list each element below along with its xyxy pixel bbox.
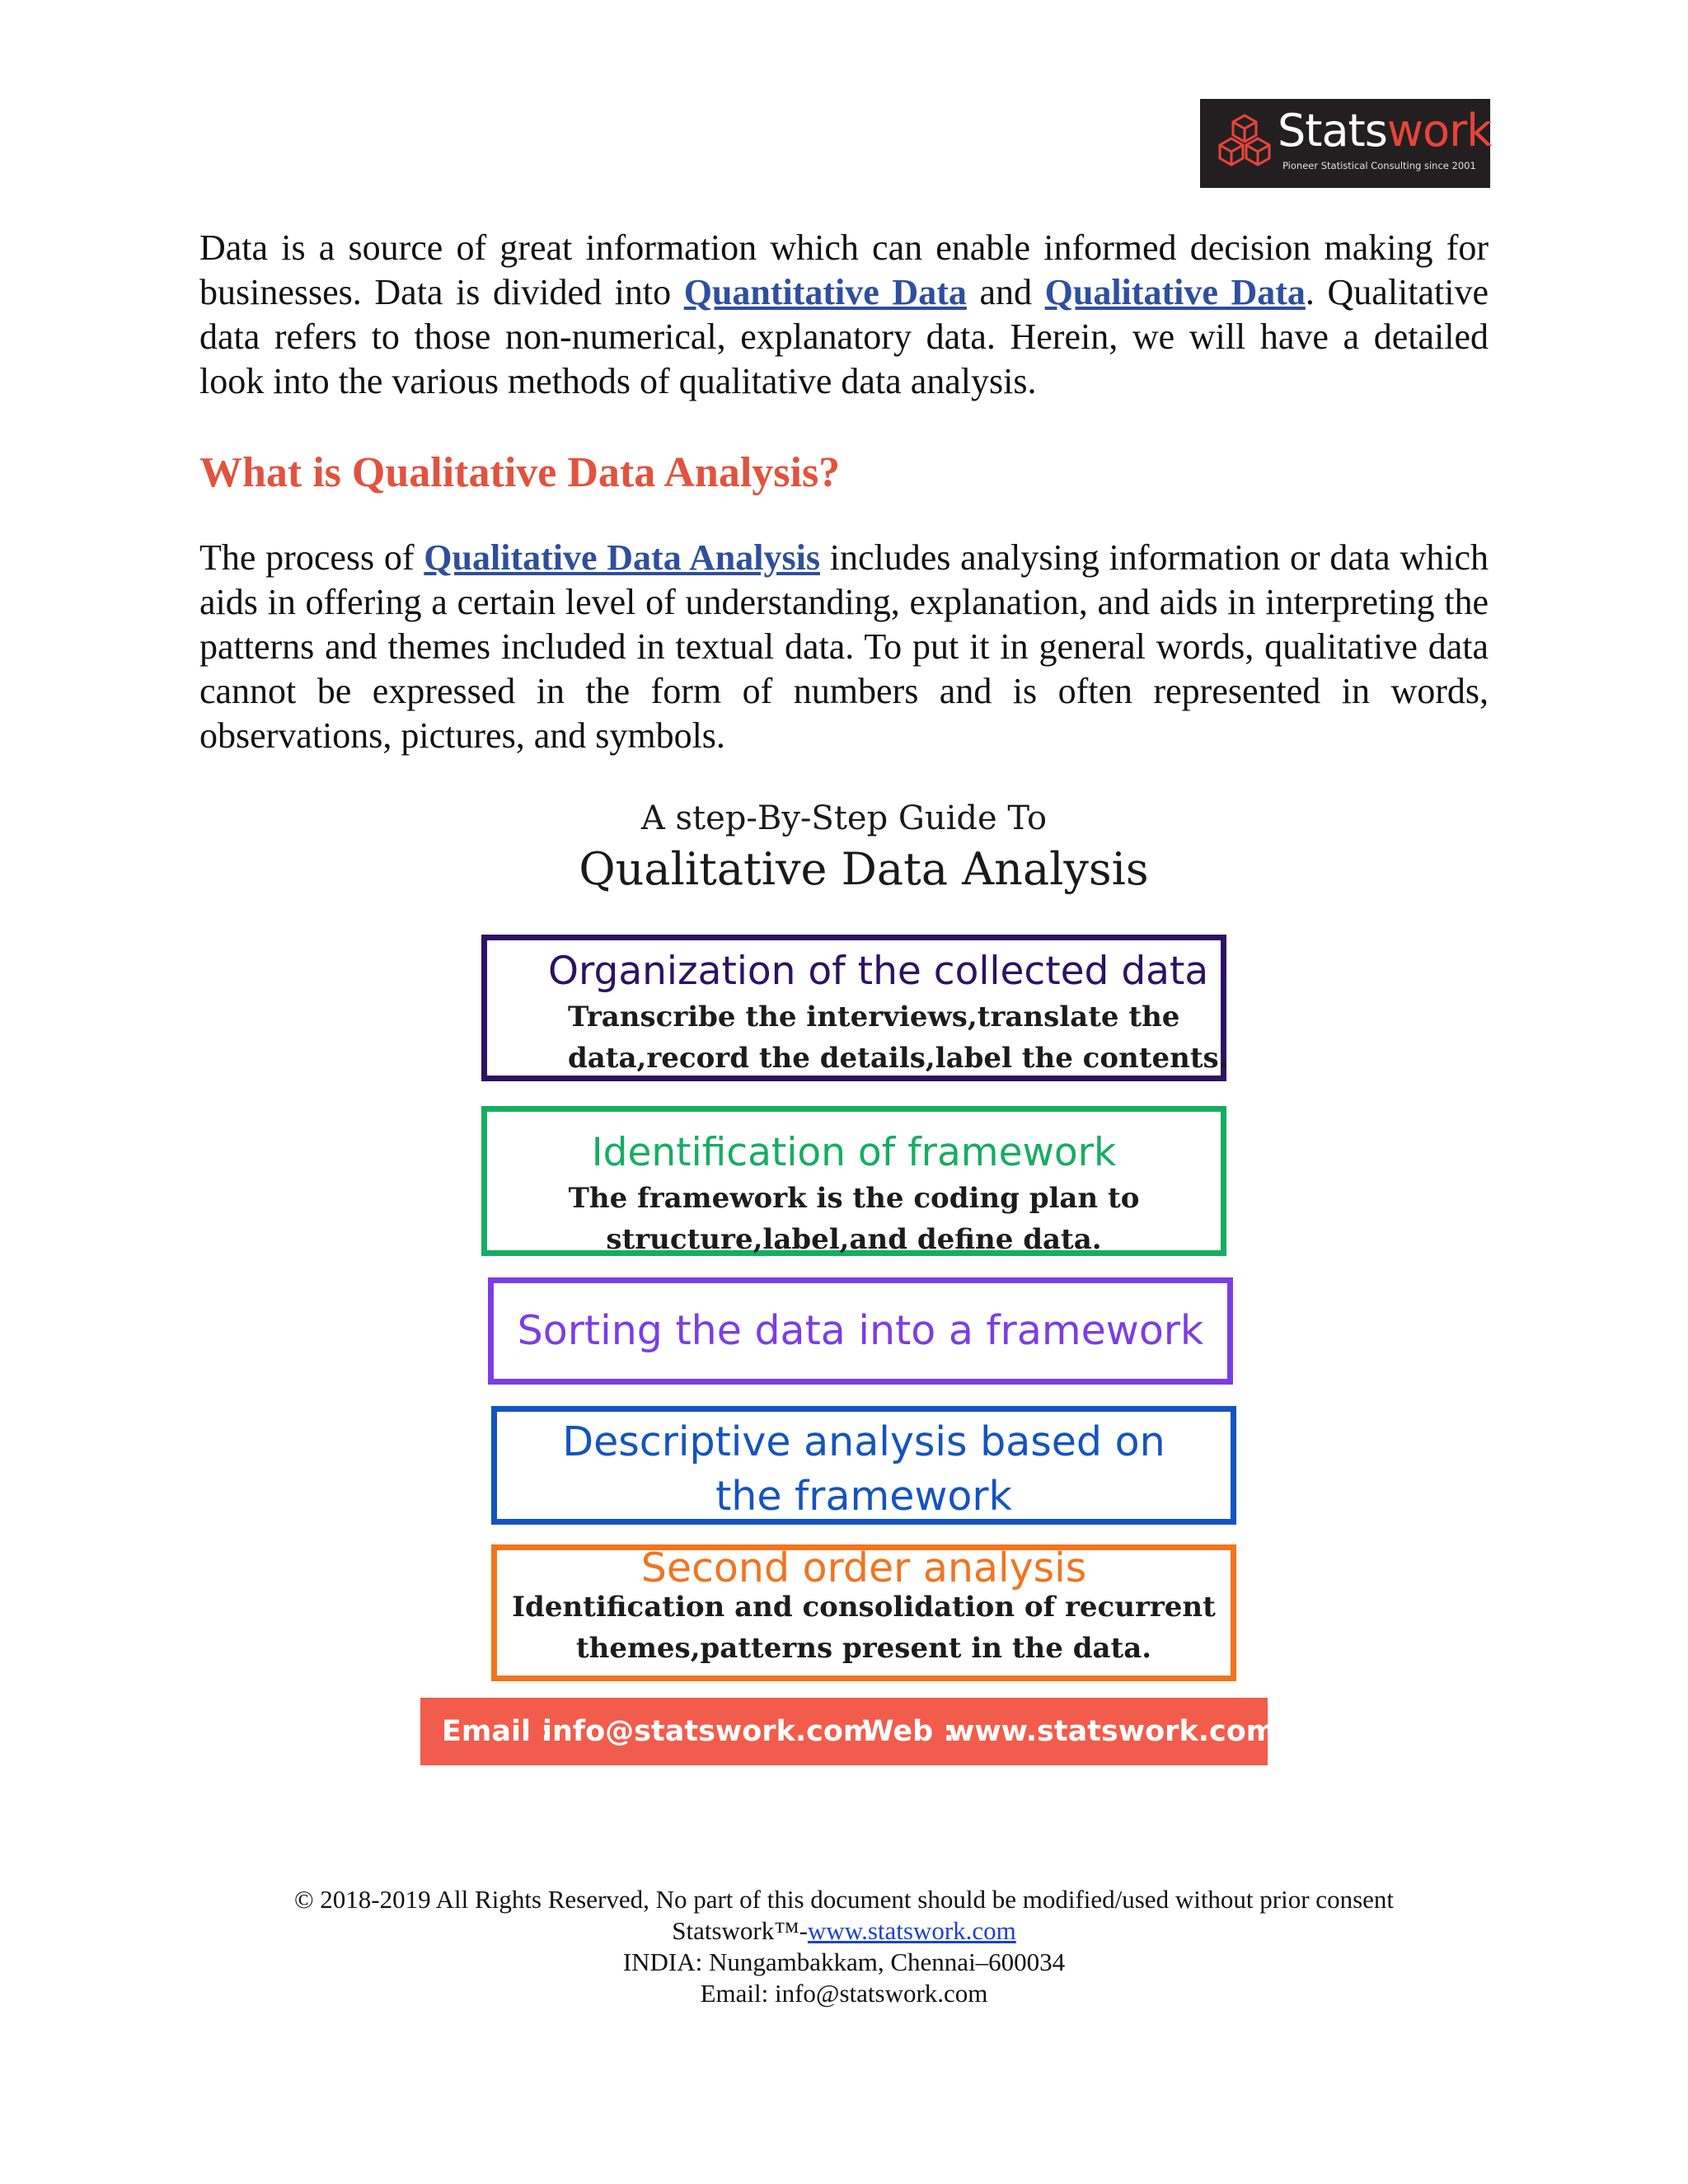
- step-description: [487, 1178, 1221, 1260]
- contact-web: www.statswork.com: [948, 1715, 1277, 1748]
- step-description-line: themes,patterns present in the data.: [575, 1632, 1152, 1665]
- body-text-after: includes analysing information or data which aids in offering a certain level of understanding, explanation, and aids in interpreting the patterns and themes included in textual data. To put it in general words, qualitative data cannot be expressed in the form of numbers and is often represented in words, observations, pictures, and symbols.: [199, 537, 1489, 756]
- step-title: Organization of the collected data: [548, 949, 1209, 994]
- body-paragraph: [199, 536, 1489, 758]
- step-description-line: structure,label,and define data.: [606, 1223, 1102, 1256]
- body-text-before: The process of: [199, 537, 424, 578]
- logo-tagline: Pioneer Statistical Consulting since 2001: [1282, 160, 1476, 171]
- logo-word-part1: Stats: [1278, 105, 1387, 157]
- step-description: [497, 1586, 1231, 1669]
- step-description-line: data,record the details,label the contents.: [568, 1042, 1229, 1075]
- step-title: Sorting the data into a framework: [517, 1307, 1204, 1354]
- step-box-framework: [481, 1106, 1226, 1256]
- footer-brand: [0, 1915, 1688, 1947]
- contact-web-label: Web :: [862, 1715, 955, 1748]
- section-heading: What is Qualitative Data Analysis?: [199, 449, 841, 496]
- statswork-logo: [1200, 99, 1490, 188]
- step-box-descriptive: [491, 1406, 1236, 1525]
- intro-paragraph: [199, 226, 1489, 404]
- footer-website-link[interactable]: www.statswork.com: [807, 1916, 1016, 1945]
- contact-bar: [420, 1698, 1277, 1765]
- step-description-line: The framework is the coding plan to: [568, 1182, 1140, 1215]
- logo-word-part2: work: [1386, 105, 1492, 157]
- footer-brand-prefix: Statswork™-: [672, 1916, 808, 1945]
- step-box-organization: [481, 935, 1229, 1081]
- intro-text-mid: and: [966, 272, 1045, 312]
- step-title: Identification of framework: [591, 1130, 1117, 1175]
- quantitative-data-link[interactable]: Quantitative Data: [683, 272, 967, 312]
- cubes-logo-icon: [1212, 110, 1278, 176]
- infographic-subtitle: A step-By-Step Guide To: [640, 799, 1048, 837]
- contact-email: info@statswork.com: [542, 1715, 874, 1748]
- step-description-line: Transcribe the interviews,translate the: [568, 1001, 1180, 1033]
- intro-text-after: . Qualitative data refers to those non-numerical, explanatory data. Herein, we will have a detailed look into the various methods of qualitative data analysis.: [199, 272, 1489, 401]
- intro-text-before: Data is a source of great information which can enable informed decision making for businesses. Data is divided into: [199, 227, 1489, 312]
- qualitative-data-link[interactable]: Qualitative Data: [1044, 272, 1306, 312]
- contact-email-label: Email :: [442, 1715, 553, 1748]
- step-title: Descriptive analysis based on the framework: [562, 1418, 1165, 1520]
- step-box-second-order: [491, 1544, 1236, 1681]
- logo-wordmark: [1278, 102, 1492, 160]
- step-description-line: Identification and consolidation of recurrent: [512, 1591, 1216, 1624]
- footer-copyright: © 2018-2019 All Rights Reserved, No part of this document should be modified/used without prior consent: [294, 1885, 1394, 1914]
- footer-address: INDIA: Nungambakkam, Chennai–600034: [622, 1947, 1066, 1976]
- step-description: [568, 996, 1229, 1079]
- page-footer: [0, 1884, 1688, 2009]
- step-box-sorting: [488, 1277, 1233, 1385]
- infographic-title: Qualitative Data Analysis: [579, 843, 1149, 895]
- footer-email: Email: info@statswork.com: [700, 1979, 988, 2008]
- qualitative-data-analysis-link[interactable]: Qualitative Data Analysis: [424, 537, 820, 578]
- step-title: Second order analysis: [640, 1544, 1087, 1591]
